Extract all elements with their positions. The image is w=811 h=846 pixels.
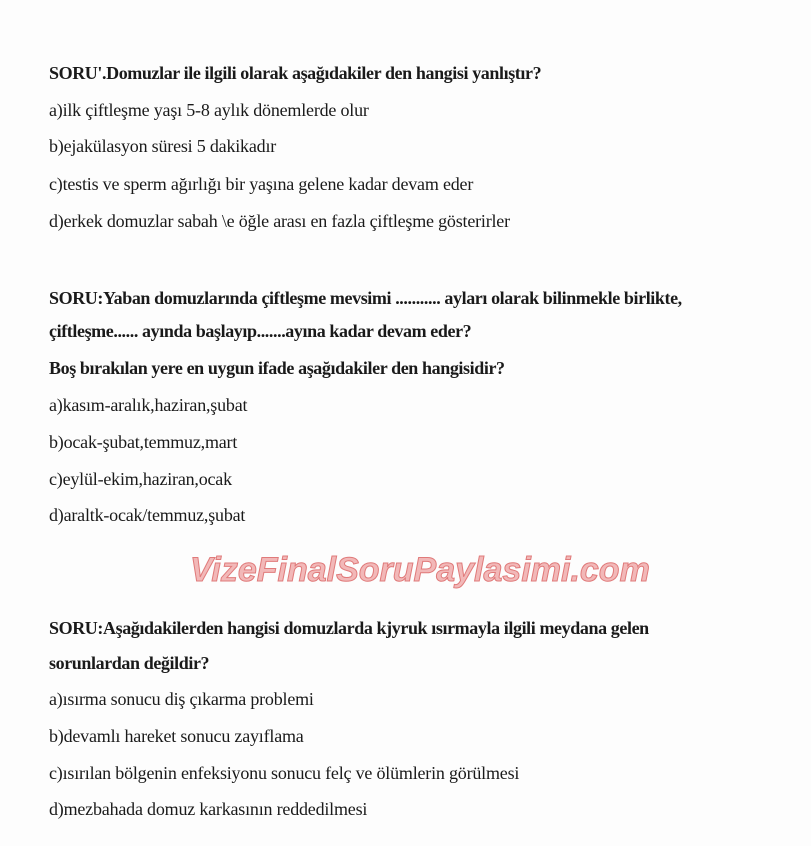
question-text: Boş bırakılan yere en uygun ifade aşağıdakiler den hangisidir? [49, 358, 505, 378]
option-b: b)ocak-şubat,temmuz,mart [49, 432, 238, 452]
watermark: VizeFinalSoruPaylasimi.com [190, 551, 650, 589]
question-text: SORU:Yaban domuzlarında çiftleşme mevsimi ........... ayları olarak bilinmekle birlikte, [49, 288, 682, 308]
option-a: a)ilk çiftleşme yaşı 5-8 aylık dönemlerde olur [49, 100, 369, 120]
question-text: SORU'.Domuzlar ile ilgili olarak aşağıdakiler den hangisi yanlıştır? [49, 63, 542, 83]
question-text: sorunlardan değildir? [49, 653, 210, 673]
option-c: c)ısırılan bölgenin enfeksiyonu sonucu felç ve ölümlerin görülmesi [49, 763, 520, 783]
option-a: a)ısırma sonucu diş çıkarma problemi [49, 689, 314, 709]
option-d: d)erkek domuzlar sabah \e öğle arası en fazla çiftleşme gösterirler [49, 211, 510, 231]
option-c: c)testis ve sperm ağırlığı bir yaşına gelene kadar devam eder [49, 174, 474, 194]
option-d: d)araltk-ocak/temmuz,şubat [49, 505, 246, 525]
option-c: c)eylül-ekim,haziran,ocak [49, 469, 232, 489]
option-b: b)ejakülasyon süresi 5 dakikadır [49, 136, 277, 156]
question-text: çiftleşme...... ayında başlayıp.......ayına kadar devam eder? [49, 321, 472, 341]
option-d: d)mezbahada domuz karkasının reddedilmesi [49, 799, 368, 819]
question-text: SORU:Aşağıdakilerden hangisi domuzlarda kjyruk ısırmayla ilgili meydana gelen [49, 618, 649, 638]
option-a: a)kasım-aralık,haziran,şubat [49, 395, 248, 415]
option-b: b)devamlı hareket sonucu zayıflama [49, 726, 304, 746]
